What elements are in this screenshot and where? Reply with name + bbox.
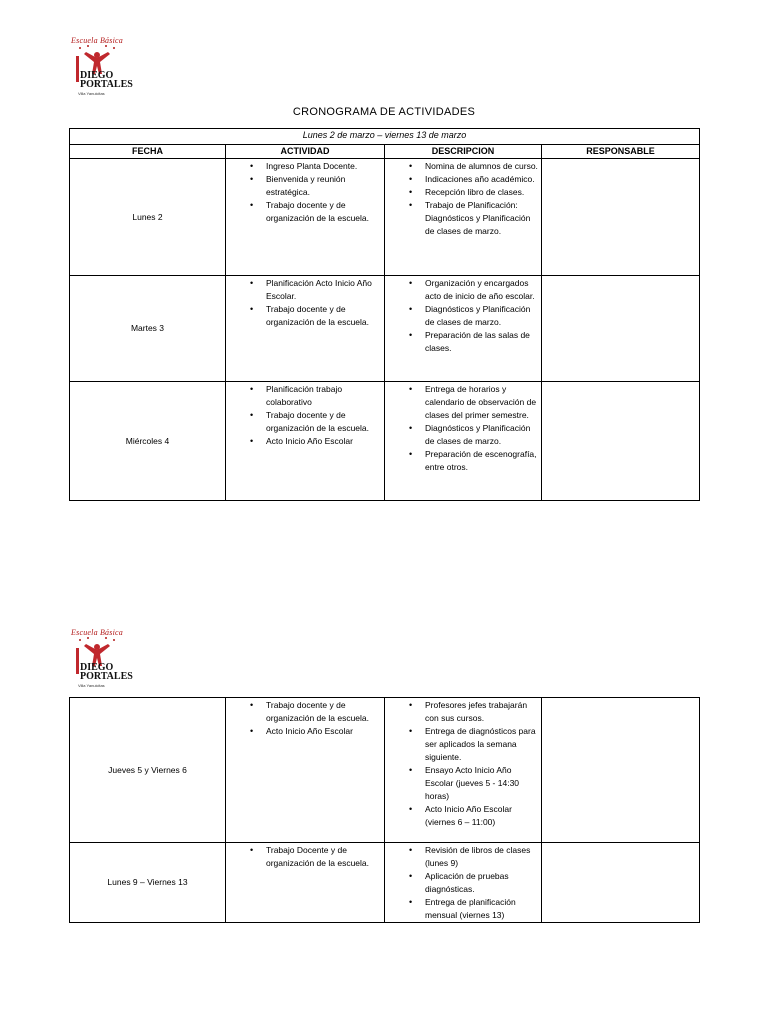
date-cell: Jueves 5 y Viernes 6 xyxy=(70,698,226,843)
header-actividad: ACTIVIDAD xyxy=(226,145,385,159)
responsible-cell xyxy=(542,843,700,923)
header-responsable: RESPONSABLE xyxy=(542,145,700,159)
table-row xyxy=(70,382,700,501)
logo-name xyxy=(80,71,133,89)
list-item: • Acto Inicio Año Escolar xyxy=(266,435,384,448)
school-logo xyxy=(66,628,133,698)
list-item: • Trabajo docente y de organización de la escuela. xyxy=(266,409,384,435)
list-item: • Acto Inicio Año Escolar (viernes 6 – 11:00) xyxy=(425,803,541,829)
description-cell xyxy=(385,276,542,382)
logo-school-label: Escuela Básica xyxy=(71,36,123,45)
list-item: • Entrega de diagnósticos para ser aplicados la semana siguiente. xyxy=(425,725,541,764)
activity-cell xyxy=(226,843,385,923)
list-item: • Revisión de libros de clases (lunes 9) xyxy=(425,844,541,870)
header-descripcion: DESCRIPCION xyxy=(385,145,542,159)
responsible-cell xyxy=(542,159,700,276)
activity-cell xyxy=(226,159,385,276)
activity-cell xyxy=(226,382,385,501)
description-cell xyxy=(385,159,542,276)
logo-villa: Villa Yanuicitas xyxy=(78,683,105,688)
subtitle-row xyxy=(70,129,700,145)
list-item: • Acto Inicio Año Escolar xyxy=(266,725,384,738)
logo-school-label: Escuela Básica xyxy=(71,628,123,637)
description-cell xyxy=(385,843,542,923)
header-fecha: FECHA xyxy=(70,145,226,159)
list-item: • Preparación de escenografía, entre otros. xyxy=(425,448,541,474)
logo-name-line2: PORTALES xyxy=(80,79,133,90)
description-cell xyxy=(385,698,542,843)
logo-villa: Villa Yanuicitas xyxy=(78,91,105,96)
date-cell: Lunes 2 xyxy=(70,159,226,276)
table-row xyxy=(70,276,700,382)
activity-cell xyxy=(226,698,385,843)
date-cell: Martes 3 xyxy=(70,276,226,382)
list-item: • Trabajo docente y de organización de la escuela. xyxy=(266,699,384,725)
table-row xyxy=(70,159,700,276)
description-cell xyxy=(385,382,542,501)
list-item: • Entrega de planificación mensual (viernes 13) xyxy=(425,896,541,922)
responsible-cell xyxy=(542,698,700,843)
schedule-table-1 xyxy=(69,128,700,501)
logo-name-line1: DIEGO xyxy=(80,70,114,81)
list-item: • Recepción libro de clases. xyxy=(425,186,541,199)
table-row xyxy=(70,698,700,843)
list-item: • Diagnósticos y Planificación de clases de marzo. xyxy=(425,422,541,448)
list-item: • Trabajo docente y de organización de la escuela. xyxy=(266,199,384,225)
logo-name-line1: DIEGO xyxy=(80,662,114,673)
school-logo xyxy=(66,36,133,106)
list-item: • Organización y encargados acto de inicio de año escolar. xyxy=(425,277,541,303)
list-item: • Planificación Acto Inicio Año Escolar. xyxy=(266,277,384,303)
schedule-table-2 xyxy=(69,697,700,923)
logo-name xyxy=(80,663,133,681)
period-subtitle: Lunes 2 de marzo – viernes 13 de marzo xyxy=(70,129,700,145)
list-item: • Aplicación de pruebas diagnósticas. xyxy=(425,870,541,896)
list-item: • Trabajo docente y de organización de la escuela. xyxy=(266,303,384,329)
header-row xyxy=(70,145,700,159)
list-item: • Nomina de alumnos de curso. xyxy=(425,160,541,173)
list-item: • Ensayo Acto Inicio Año Escolar (jueves 5 - 14:30 horas) xyxy=(425,764,541,803)
list-item: • Profesores jefes trabajarán con sus cursos. xyxy=(425,699,541,725)
responsible-cell xyxy=(542,276,700,382)
page-title: CRONOGRAMA DE ACTIVIDADES xyxy=(292,106,476,118)
activity-cell xyxy=(226,276,385,382)
list-item: • Preparación de las salas de clases. xyxy=(425,329,541,355)
list-item: • Bienvenida y reunión estratégica. xyxy=(266,173,384,199)
table-row xyxy=(70,843,700,923)
list-item: • Indicaciones año académico. xyxy=(425,173,541,186)
date-cell: Lunes 9 – Viernes 13 xyxy=(70,843,226,923)
list-item: • Trabajo Docente y de organización de la escuela. xyxy=(266,844,384,870)
logo-name-line2: PORTALES xyxy=(80,671,133,682)
list-item: • Diagnósticos y Planificación de clases de marzo. xyxy=(425,303,541,329)
date-cell: Miércoles 4 xyxy=(70,382,226,501)
responsible-cell xyxy=(542,382,700,501)
list-item: • Ingreso Planta Docente. xyxy=(266,160,384,173)
list-item: • Planificación trabajo colaborativo xyxy=(266,383,384,409)
list-item: • Trabajo de Planificación: Diagnósticos y Planificación de clases de marzo. xyxy=(425,199,541,238)
list-item: • Entrega de horarios y calendario de observación de clases del primer semestre. xyxy=(425,383,541,422)
